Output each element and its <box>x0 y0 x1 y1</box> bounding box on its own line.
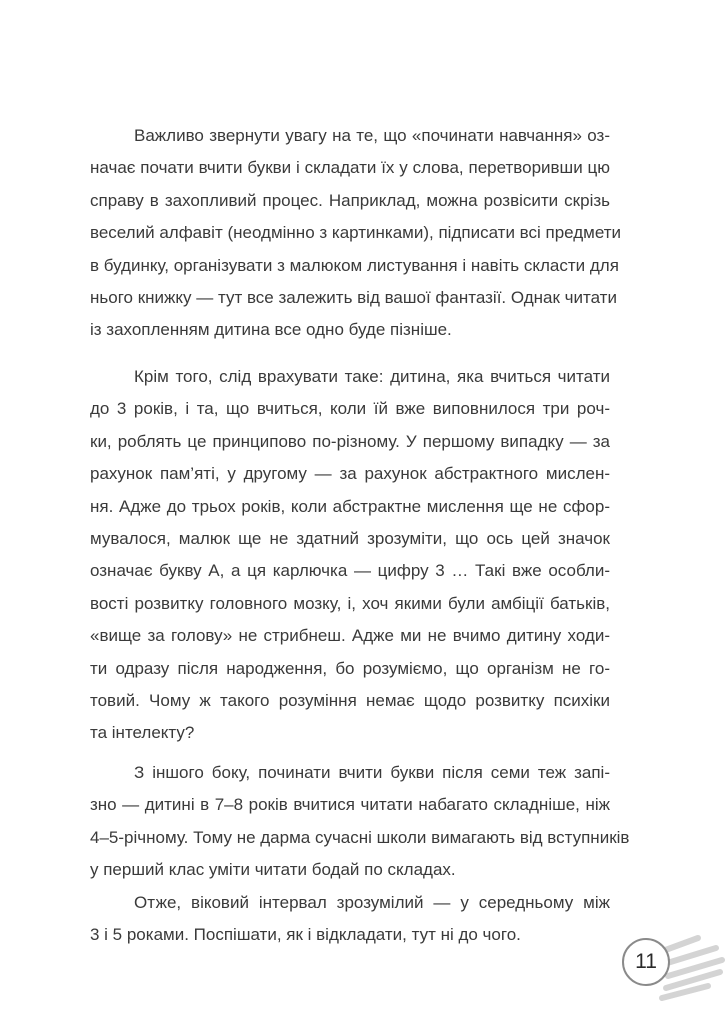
paragraph-line: зно — дитині в 7–8 років вчитися читати набагато складніше, ніж <box>90 795 610 815</box>
paragraph-line: «вище за голову» не стрибнеш. Адже ми не вчимо дитину ходи- <box>90 626 610 646</box>
paragraph-line: Крім того, слід врахувати таке: дитина, яка вчиться читати <box>134 367 610 386</box>
paragraph-line: до 3 років, і та, що вчиться, коли їй вже виповнилося три роч- <box>90 399 610 419</box>
paragraph-line: Важливо звернути увагу на те, що «починати навчання» оз- <box>134 126 610 145</box>
paragraph-line: ки, роблять це принципово по-різному. У першому випадку — за <box>90 431 610 451</box>
paragraph-line: рахунок пам’яті, у другому — за рахунок абстрактного мислен- <box>90 464 610 484</box>
page-number <box>622 938 670 986</box>
paragraph-line: нього книжку — тут все залежить від вашої фантазії. Однак читати <box>90 287 617 307</box>
paragraph-line: означає букву А, а ця карлючка — цифру 3 … Такі вже особли- <box>90 561 610 581</box>
paragraph-line: із захопленням дитина все одно буде пізніше. <box>90 320 452 340</box>
page-number-text: 11 <box>635 950 657 973</box>
paragraph-line: у перший клас уміти читати бодай по складах. <box>90 860 456 880</box>
paragraph-3 <box>90 757 630 951</box>
paragraph-line: начає почати вчити букви і складати їх у слова, перетворивши цю <box>90 158 610 178</box>
paragraph-line: ти одразу після народження, бо розуміємо, що організм не го- <box>90 658 610 678</box>
paragraph-2 <box>90 361 610 750</box>
paragraph-1 <box>90 120 622 347</box>
paragraph-line: та інтелекту? <box>90 723 195 743</box>
paragraph-line: веселий алфавіт (неодмінно з картинками), підписати всі предмети <box>90 223 622 243</box>
paragraph-line: З іншого боку, починати вчити букви після семи теж запі- <box>134 763 610 782</box>
paragraph-line: справу в захопливий процес. Наприклад, можна розвісити скрізь <box>90 190 610 210</box>
paragraph-line: мувалося, малюк ще не здатний зрозуміти, що ось цей значок <box>90 528 610 548</box>
paragraph-line: в будинку, організувати з малюком листування і навіть скласти для <box>90 255 619 275</box>
paragraph-line: товий. Чому ж такого розуміння немає щодо розвитку психіки <box>90 690 610 710</box>
paragraph-line: ня. Адже до трьох років, коли абстрактне мислення ще не сфор- <box>90 496 610 516</box>
paragraph-line: 3 і 5 роками. Поспішати, як і відкладати, тут ні до чого. <box>90 924 521 944</box>
paragraph-line: 4–5-річному. Тому не дарма сучасні школи вимагають від вступників <box>90 827 630 847</box>
paragraph-line: вості розвитку головного мозку, і, хоч якими були амбіції батьків, <box>90 593 610 613</box>
paragraph-line: Отже, віковий інтервал зрозумілий — у середньому між <box>134 892 610 912</box>
